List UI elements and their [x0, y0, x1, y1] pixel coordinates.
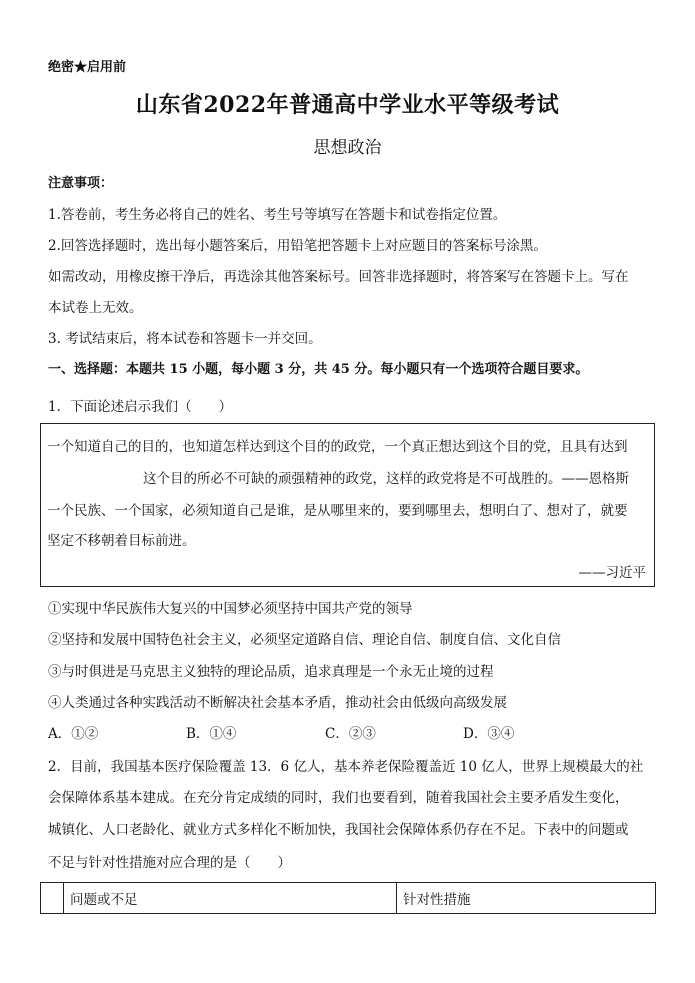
- notice-item: 3. 考试结束后，将本试卷和答题卡一并交回。: [48, 331, 322, 347]
- quote-attribution: ——习近平: [578, 565, 646, 581]
- exam-title: 山东省2022年普通高中学业水平等级考试: [135, 92, 560, 118]
- quote-line: 一个知道自己的目的，也知道怎样达到这个目的的政党，一个真正想达到这个目的党，且具有达到: [47, 439, 628, 455]
- option-a: A．①②: [48, 726, 99, 742]
- quote-box: [40, 423, 655, 587]
- statement-item: ③与时俱进是马克思主义独特的理论品质，追求真理是一个永无止境的过程: [48, 664, 494, 680]
- question-2-line: 会保障体系基本建成。在充分肯定成绩的同时，我们也要看到，随着我国社会主要矛盾发生变化，: [48, 790, 629, 806]
- notice-item: 1.答卷前，考生务必将自己的姓名、考生号等填写在答题卡和试卷指定位置。: [48, 207, 507, 223]
- quote-line: 这个目的所必不可缺的顽强精神的政党，这样的政党将是不可战胜的。——恩格斯: [143, 471, 629, 487]
- option-b: B．①④: [186, 726, 237, 742]
- subject-title: 思想政治: [313, 138, 382, 158]
- option-d: D．③④: [463, 726, 515, 742]
- section-heading: 一、选择题：本题共 15 小题，每小题 3 分，共 45 分。每小题只有一个选项符合题目要求。: [48, 362, 589, 377]
- table-header-measure: 针对性措施: [397, 883, 656, 914]
- table-cell: [41, 883, 64, 914]
- table-row: [41, 883, 656, 914]
- answer-table: [40, 882, 656, 914]
- quote-line: 坚定不移朝着目标前进。: [47, 533, 196, 549]
- question-2-line: 不足与针对性措施对应合理的是（ ）: [48, 855, 291, 871]
- question-2-line: 2．目前，我国基本医疗保险覆盖 13．6 亿人，基本养老保险覆盖近 10 亿人，世界上规模最大的社: [48, 759, 644, 775]
- notice-item: 2.回答选择题时，选出每小题答案后，用铅笔把答题卡上对应题目的答案标号涂黑。: [48, 238, 547, 254]
- table-header-problem: 问题或不足: [64, 883, 397, 914]
- notice-heading: 注意事项：: [48, 176, 114, 191]
- confidential-mark: 绝密★启用前: [48, 60, 127, 75]
- statement-item: ②坚持和发展中国特色社会主义，必须坚定道路自信、理论自信、制度自信、文化自信: [48, 632, 561, 648]
- notice-item: 本试卷上无效。: [48, 300, 143, 316]
- statement-item: ④人类通过各种实践活动不断解决社会基本矛盾，推动社会由低级向高级发展: [48, 695, 507, 711]
- notice-item: 如需改动，用橡皮擦干净后，再选涂其他答案标号。回答非选择题时，将答案写在答题卡上。写在: [48, 269, 629, 285]
- question-2-line: 城镇化、人口老龄化、就业方式多样化不断加快，我国社会保障体系仍存在不足。下表中的问题或: [48, 822, 629, 838]
- statement-item: ①实现中华民族伟大复兴的中国梦必须坚持中国共产党的领导: [48, 601, 413, 617]
- option-c: C．②③: [325, 726, 376, 742]
- quote-line: 一个民族、一个国家，必须知道自己是谁，是从哪里来的，要到哪里去，想明白了、想对了，就要: [47, 503, 628, 519]
- question-1-stem: 1．下面论述启示我们（ ）: [48, 399, 233, 415]
